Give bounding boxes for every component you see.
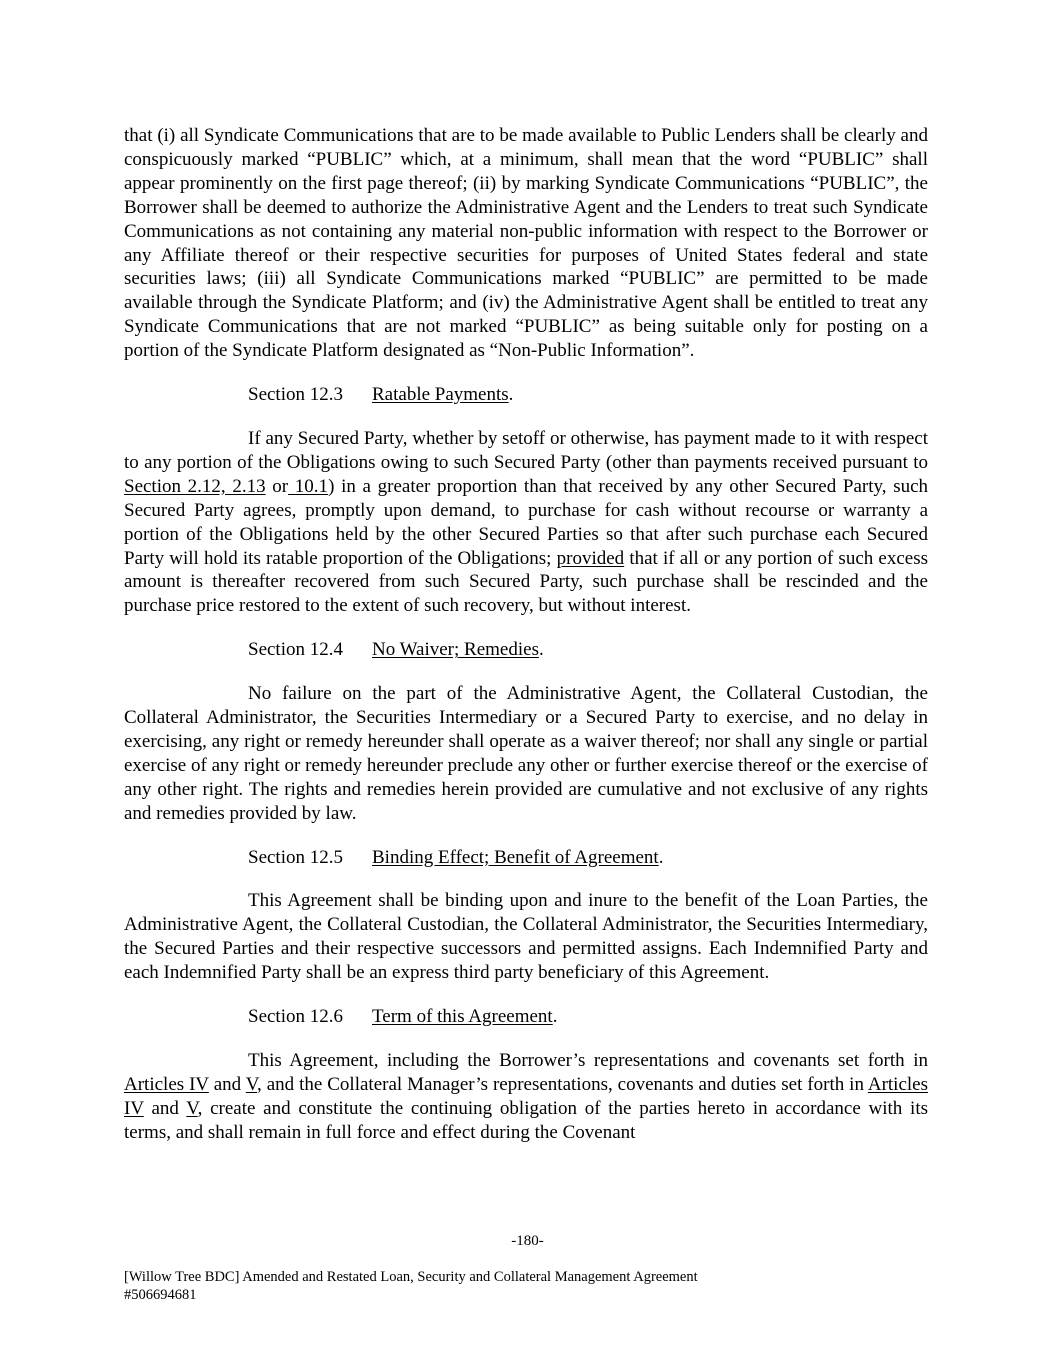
section-12-4-paragraph: No failure on the part of the Administrative Agent, the Collateral Custodian, the Collateral Administrator, the Securities Intermediary or a Secured Party to exercise, and no delay in exercising, any right or remedy hereunder shall operate as a waiver thereof; nor shall any single or partial exercise of any right or remedy hereunder preclude any other or further exercise thereof or the exercise of any other right. The rights and remedies herein provided are cumulative and not exclusive of any rights and remedies provided by law. (124, 683, 928, 824)
intro-paragraph: that (i) all Syndicate Communications that are to be made available to Public Lenders shall be clearly and conspicuously marked “PUBLIC” which, at a minimum, shall mean that the word “PUBLIC” shall appear prominently on the first page thereof; (ii) by marking Syndicate Communications “PUBLIC”, the Borrower shall be deemed to authorize the Administrative Agent and the Lenders to treat such Syndicate Communications as not containing any material non-public information with respect to the Borrower or any Affiliate thereof or their respective securities for purposes of United States federal and state securities laws; (iii) all Syndicate Communications marked “PUBLIC” are permitted to be made available through the Syndicate Platform; and (iv) the Administrative Agent shall be entitled to treat any Syndicate Communications that are not marked “PUBLIC” as being suitable only for posting on a portion of the Syndicate Platform designated as “Non-Public Information”. (124, 125, 928, 362)
cross-reference: Articles IV (124, 1073, 209, 1095)
text-run: This Agreement, including the Borrower’s representations and covenants set forth in (248, 1050, 928, 1071)
footer-title: [Willow Tree BDC] Amended and Restated Loan, Security and Collateral Management Agreement (124, 1269, 698, 1285)
cross-reference: V (186, 1097, 198, 1119)
text-run: that if all or any portion of such excess amount is thereafter recovered from such Secured Party, such purchase shall be rescinded and the purchase price restored to the extent of such recovery, but without interest. (124, 547, 928, 617)
section-12-6-heading (124, 1005, 928, 1029)
text-run: , create and constitute the continuing obligation of the parties hereto in accordance with its terms, and shall remain in full force and effect during the Covenant (124, 1097, 928, 1143)
section-title: Binding Effect; Benefit of Agreement (372, 846, 659, 868)
section-title: Term of this Agreement (372, 1006, 553, 1028)
section-12-3-heading (124, 383, 928, 407)
text-run: If any Secured Party, whether by setoff or otherwise, has payment made to it with respect to any portion of the Obligations owing to such Secured Party (other than payments received pursuant to (124, 427, 928, 473)
section-number: Section 12.4 (248, 639, 343, 661)
heading-period: . (658, 846, 664, 868)
defined-term: provided (556, 547, 625, 569)
section-title: No Waiver; Remedies (372, 639, 539, 661)
section-12-6-paragraph (124, 1049, 928, 1145)
document-footer (124, 1268, 924, 1304)
cross-reference: Section 2.12, 2.13 (124, 475, 266, 497)
cross-reference: V (245, 1073, 258, 1095)
section-title: Ratable Payments (372, 384, 509, 406)
document-page (124, 124, 928, 1145)
section-number: Section 12.5 (248, 846, 343, 868)
text-run: or (265, 475, 289, 497)
section-12-3-paragraph (124, 427, 928, 618)
section-12-4-heading (124, 638, 928, 662)
text-run: and (143, 1097, 187, 1119)
text-run: ) in a greater proportion than that received by any other Secured Party, such Secured Party agrees, promptly upon demand, to purchase for cash without recourse or warranty a portion of the Obligations held by the other Secured Parties so that after such purchase each Secured Party will hold its ratable proportion of the Obligations; (124, 475, 929, 569)
cross-reference: Articles IV (124, 1073, 928, 1119)
section-number: Section 12.6 (248, 1006, 343, 1028)
footer-doc-id: #506694681 (124, 1287, 197, 1303)
page-number: -180- (511, 1233, 544, 1249)
section-12-5-heading (124, 846, 928, 870)
text-run: and (208, 1073, 246, 1095)
section-number: Section 12.3 (248, 384, 343, 406)
heading-period: . (508, 384, 514, 406)
heading-period: . (552, 1006, 558, 1028)
section-12-5-paragraph: This Agreement shall be binding upon and inure to the benefit of the Loan Parties, the Administrative Agent, the Collateral Custodian, the Collateral Administrator, the Securities Intermediary, the Secured Parties and their respective successors and permitted assigns. Each Indemnified Party and each Indemnified Party shall be an express third party beneficiary of this Agreement. (124, 890, 928, 984)
heading-period: . (538, 639, 544, 661)
text-run: , and the Collateral Manager’s representations, covenants and duties set forth in (257, 1073, 868, 1095)
cross-reference: 10.1 (288, 475, 329, 497)
